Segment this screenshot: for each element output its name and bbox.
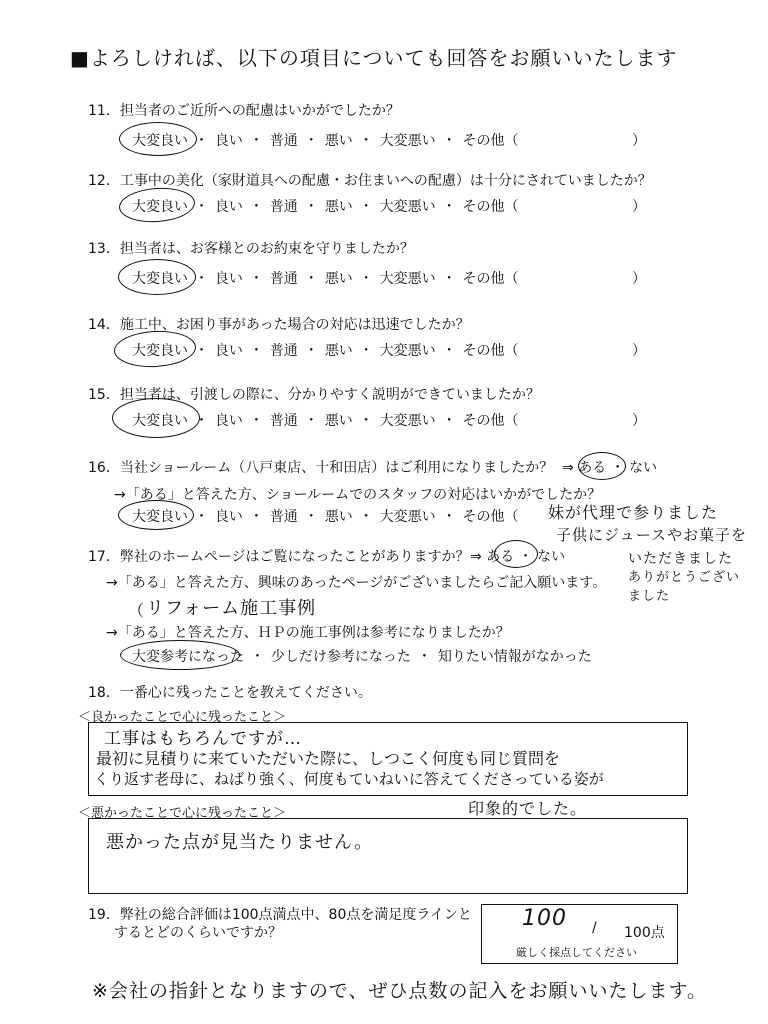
question-11: 11．担当者のご近所への配慮はいかがでしたか？ xyxy=(88,103,400,119)
q16-yes-no: ⇒ ある ・ ない xyxy=(562,460,658,476)
options-13: 大変良い ・ 良い ・ 普通 ・ 悪い ・ 大変悪い ・ その他（ xyxy=(132,271,519,287)
good-handwritten-line-2: 最初に見積りに来ていただいた際に、しつこく何度も同じ質問を xyxy=(96,749,561,768)
good-handwritten-line-3: くり返す老母に、ねばり強く、何度もていねいに答えてくださっている姿が xyxy=(94,770,604,788)
footer-note: ※会社の指針となりますので、ぜひ点数の記入をお願いいたします。 xyxy=(92,980,708,1002)
question-14: 14．施工中、お困り事があった場合の対応は迅速でしたか？ xyxy=(88,317,470,333)
question-17-sub2: →「ある」と答えた方、ＨＰの施工事例は参考になりましたか？ xyxy=(106,625,510,641)
good-section-label: ＜良かったことで心に残ったこと＞ xyxy=(78,710,287,725)
question-12: 12．工事中の美化（家財道具への配慮・お住まいへの配慮）は十分にされていましたか？ xyxy=(88,173,652,189)
question-16: 16．当社ショールーム（八戸東店、十和田店）はご利用になりましたか？ xyxy=(88,460,554,476)
options-11: 大変良い ・ 良い ・ 普通 ・ 悪い ・ 大変悪い ・ その他（ xyxy=(132,133,519,149)
question-13: 13．担当者は、お客様とのお約束を守りましたか？ xyxy=(88,241,414,257)
good-handwritten-line-1: 工事はもちろんですが… xyxy=(104,729,302,749)
options-12-close: ） xyxy=(632,199,646,215)
score-note: 厳しく採点してください xyxy=(516,946,637,959)
options-15-close: ） xyxy=(632,413,646,429)
q17-yes-no: ⇒ ある ・ ない xyxy=(470,549,566,565)
option-very-good: 大変良い xyxy=(132,133,188,149)
q17-handwritten-page: リフォーム施工事例 xyxy=(146,598,317,619)
score-max: 100点 xyxy=(624,925,665,941)
question-16-sub: →「ある」と答えた方、ショールームでのスタッフの対応はいかがでしたか？ xyxy=(114,487,602,503)
options-15: 大変良い ・ 良い ・ 普通 ・ 悪い ・ 大変悪い ・ その他（ xyxy=(132,413,519,429)
question-18: 18．一番心に残ったことを教えてください。 xyxy=(88,685,372,701)
selection-circle xyxy=(118,500,194,530)
q16-handwritten-line-2: 子供にジュースやお菓子を xyxy=(556,526,747,544)
options-14: 大変良い ・ 良い ・ 普通 ・ 悪い ・ 大変悪い ・ その他（ xyxy=(132,343,519,359)
q17-paren: （ xyxy=(128,601,145,620)
selection-circle xyxy=(120,640,240,670)
option-bad: 悪い xyxy=(324,133,353,149)
bad-section-label: ＜悪かったことで心に残ったこと＞ xyxy=(78,806,287,821)
good-handwritten-line-4: 印象的でした。 xyxy=(468,799,588,818)
q16-handwritten-line-1: 妹が代理で参りました xyxy=(548,503,719,522)
question-19-line-1: 19．弊社の総合評価は100点満点中、80点を満足度ラインと xyxy=(88,907,472,923)
options-14-close: ） xyxy=(632,343,646,359)
bad-handwritten-line: 悪かった点が見当たりません。 xyxy=(106,832,374,853)
selection-circle xyxy=(113,329,197,369)
page-header: ■よろしければ、以下の項目についても回答をお願いいたします xyxy=(70,46,678,70)
selection-circle xyxy=(118,259,196,295)
option-other: その他（ xyxy=(462,133,519,149)
score-handwritten: 100 xyxy=(522,906,567,931)
option-good: 良い xyxy=(214,133,243,149)
selection-circle xyxy=(578,452,626,480)
options-11-close: ） xyxy=(632,133,646,149)
options-13-close: ） xyxy=(632,271,646,287)
options-17-sub2: 大変参考になった ・ 少しだけ参考になった ・ 知りたい情報がなかった xyxy=(132,649,592,665)
question-17-sub1: →「ある」と答えた方、興味のあったページがございましたらご記入願います。 xyxy=(106,575,607,591)
option-very-bad: 大変悪い xyxy=(379,133,436,149)
selection-circle xyxy=(494,540,538,568)
question-19-line-2: するとどのくらいですか？ xyxy=(114,925,282,941)
question-17: 17．弊社のホームページはご覧になったことがありますか？ xyxy=(88,549,470,565)
selection-circle xyxy=(119,122,197,156)
q16-handwritten-line-3: いただきました xyxy=(628,551,733,567)
option-normal: 普通 xyxy=(269,133,298,149)
q16-handwritten-line-4: ありがとうございました xyxy=(628,570,741,604)
selection-circle xyxy=(112,398,200,438)
question-15: 15．担当者は、引渡しの際に、分かりやすく説明ができていましたか？ xyxy=(88,387,540,403)
selection-circle xyxy=(118,185,196,224)
score-slash: / xyxy=(592,920,597,936)
options-12: 大変良い ・ 良い ・ 普通 ・ 悪い ・ 大変悪い ・ その他（ xyxy=(132,199,519,215)
options-16: 大変良い ・ 良い ・ 普通 ・ 悪い ・ 大変悪い ・ その他（ xyxy=(132,509,519,525)
